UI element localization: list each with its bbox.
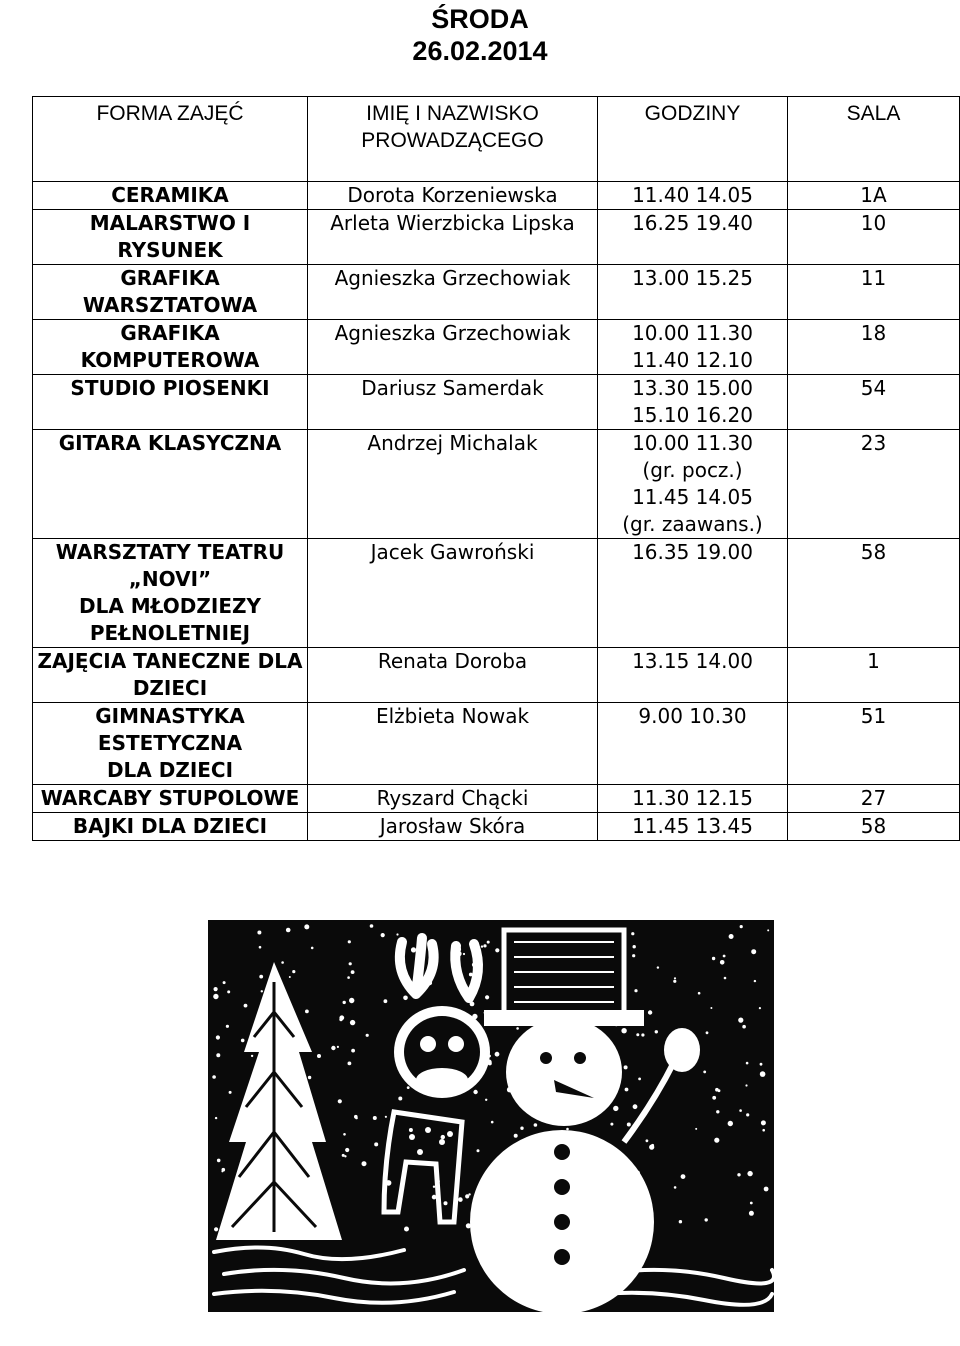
cell-forma: BAJKI DLA DZIECI xyxy=(33,813,308,841)
cell-godziny: 11.30 12.15 xyxy=(598,785,788,813)
schedule-table xyxy=(32,96,960,841)
cell-sala: 10 xyxy=(788,210,960,265)
table-row xyxy=(33,265,960,320)
cell-sala: 18 xyxy=(788,320,960,375)
cell-sala: 11 xyxy=(788,265,960,320)
cell-sala: 58 xyxy=(788,813,960,841)
table-row xyxy=(33,375,960,430)
cell-godziny: 13.00 15.25 xyxy=(598,265,788,320)
cell-godziny: 13.30 15.00 15.10 16.20 xyxy=(598,375,788,430)
cell-godziny: 16.35 19.00 xyxy=(598,539,788,648)
cell-prowadzacy: Jarosław Skóra xyxy=(308,813,598,841)
page-title-date: 26.02.2014 xyxy=(412,36,548,66)
column-header-godziny: GODZINY xyxy=(598,97,788,180)
cell-sala: 51 xyxy=(788,703,960,785)
cell-prowadzacy: Ryszard Chącki xyxy=(308,785,598,813)
cell-prowadzacy: Arleta Wierzbicka Lipska xyxy=(308,210,598,265)
cell-godziny: 10.00 11.30 (gr. pocz.) 11.45 14.05 (gr. zaawans.) xyxy=(598,430,788,539)
table-row xyxy=(33,539,960,648)
table-header-row xyxy=(33,97,960,180)
table-row xyxy=(33,813,960,841)
cell-sala: 23 xyxy=(788,430,960,539)
cell-forma: GITARA KLASYCZNA xyxy=(33,430,308,539)
column-header-sala: SALA xyxy=(788,97,960,180)
cell-forma: WARCABY STUPOLOWE xyxy=(33,785,308,813)
cell-forma: ZAJĘCIA TANECZNE DLA DZIECI xyxy=(33,648,308,703)
cell-forma: MALARSTWO I RYSUNEK xyxy=(33,210,308,265)
column-header-prowadzacy: IMIĘ I NAZWISKO PROWADZĄCEGO xyxy=(308,97,598,180)
table-row xyxy=(33,703,960,785)
linocut-illustration xyxy=(184,902,784,1322)
column-header-forma: FORMA ZAJĘĆ xyxy=(33,97,308,180)
cell-prowadzacy: Dorota Korzeniewska xyxy=(308,182,598,210)
cell-forma: GRAFIKA WARSZTATOWA xyxy=(33,265,308,320)
table-row xyxy=(33,785,960,813)
cell-sala: 54 xyxy=(788,375,960,430)
cell-godziny: 11.45 13.45 xyxy=(598,813,788,841)
cell-forma: STUDIO PIOSENKI xyxy=(33,375,308,430)
cell-prowadzacy: Jacek Gawroński xyxy=(308,539,598,648)
cell-prowadzacy: Agnieszka Grzechowiak xyxy=(308,265,598,320)
cell-forma: GIMNASTYKA ESTETYCZNA DLA DZIECI xyxy=(33,703,308,785)
cell-forma: CERAMIKA xyxy=(33,182,308,210)
cell-godziny: 10.00 11.30 11.40 12.10 xyxy=(598,320,788,375)
cell-prowadzacy: Elżbieta Nowak xyxy=(308,703,598,785)
table-row xyxy=(33,210,960,265)
cell-prowadzacy: Renata Doroba xyxy=(308,648,598,703)
cell-sala: 27 xyxy=(788,785,960,813)
cell-forma: WARSZTATY TEATRU „NOVI” DLA MŁODZIEZY PEŁNOLETNIEJ xyxy=(33,539,308,648)
table-row xyxy=(33,320,960,375)
cell-sala: 1A xyxy=(788,182,960,210)
cell-godziny: 9.00 10.30 xyxy=(598,703,788,785)
cell-forma: GRAFIKA KOMPUTEROWA xyxy=(33,320,308,375)
table-row xyxy=(33,430,960,539)
cell-sala: 1 xyxy=(788,648,960,703)
page-title-day: ŚRODA xyxy=(431,4,529,34)
cell-prowadzacy: Agnieszka Grzechowiak xyxy=(308,320,598,375)
cell-prowadzacy: Andrzej Michalak xyxy=(308,430,598,539)
cell-godziny: 11.40 14.05 xyxy=(598,182,788,210)
table-row xyxy=(33,648,960,703)
cell-godziny: 13.15 14.00 xyxy=(598,648,788,703)
cell-godziny: 16.25 19.40 xyxy=(598,210,788,265)
table-row xyxy=(33,182,960,210)
cell-prowadzacy: Dariusz Samerdak xyxy=(308,375,598,430)
cell-sala: 58 xyxy=(788,539,960,648)
